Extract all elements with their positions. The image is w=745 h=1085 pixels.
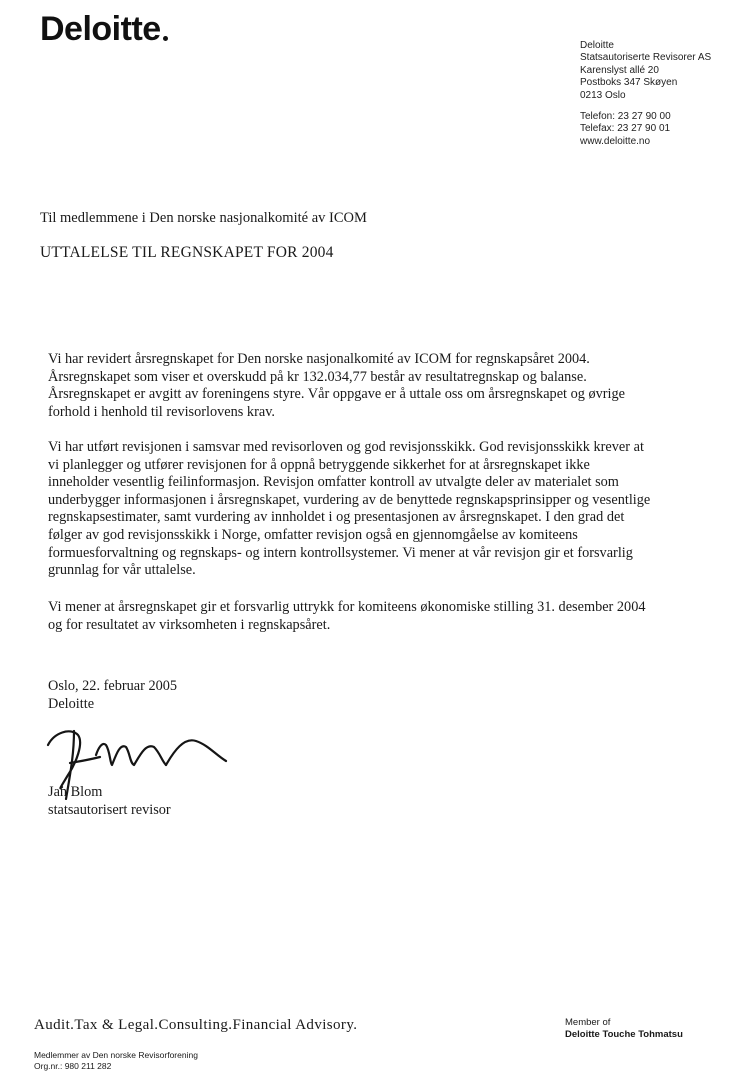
paragraph-line: Vi har utført revisjonen i samsvar med revisorloven og god revisjonsskikk. God revisjonsskikk krever at [48, 439, 644, 455]
logo-text: Deloitte [40, 10, 161, 48]
paragraph-2 [48, 439, 718, 580]
paragraph-line: Årsregnskapet er avgitt av foreningens styre. Vår oppgave er å uttale oss om årsregnskapet og øvrige [48, 386, 625, 403]
association-text: Medlemmer av Den norske Revisorforening [34, 1050, 198, 1060]
org-number: Org.nr.: 980 211 282 [34, 1060, 112, 1071]
address-street: Karenslyst allé 20 [580, 64, 659, 76]
paragraph-line: og for resultatet av virksomheten i regnskapsåret. [48, 616, 331, 633]
paragraph-line: Vi mener at årsregnskapet gir et forsvarlig uttrykk for komiteens økonomiske stilling 31. desember 2004 [48, 599, 646, 615]
paragraph-line: Årsregnskapet som viser et overskudd på kr 132.034,77 består av resultatregnskap og balanse. [48, 368, 587, 385]
paragraph-line: inneholder vesentlig feilinformasjon. Revisjon omfatter kontroll av utvalgte deler av materialet som [48, 474, 619, 491]
letter-recipient: Til medlemmene i Den norske nasjonalkomité av ICOM [40, 210, 367, 226]
signer-name: Jan Blom [48, 784, 103, 800]
address-legal-name: Statsautoriserte Revisorer AS [580, 52, 712, 64]
address-web: www.deloitte.no [580, 135, 651, 147]
paragraph-line: underbygger informasjonen i årsregnskapet, vurdering av de benyttede regnskapsprinsipper og vesentlige [48, 491, 651, 508]
company-logo [40, 10, 168, 49]
place-date: Oslo, 22. februar 2005 [48, 678, 178, 694]
address-postbox: Postboks 347 Skøyen [580, 77, 678, 89]
paragraph-line: følger av god revisjonsskikk i Norge, omfatter revisjon også en gjennomgåelse av komiteens [48, 526, 578, 543]
paragraph-line: Vi har revidert årsregnskapet for Den norske nasjonalkomité av ICOM for regnskapsåret 2004. [48, 351, 590, 367]
paragraph-line: regnskapsestimater, samt vurdering av innholdet i og presentasjonen av årsregnskapet. I den grad det [48, 509, 625, 526]
signer-title: statsautorisert revisor [48, 802, 171, 818]
sender-address-block [580, 40, 740, 148]
address-company: Deloitte [580, 40, 614, 51]
paragraph-3 [48, 599, 718, 634]
footer-membership [565, 1017, 683, 1040]
paragraph-line: forhold i henhold til revisorlovens krav. [48, 403, 275, 420]
paragraph-line: vi planlegger og utfører revisjonen for å oppnå betryggende sikkerhet for at årsregnskapet ikke [48, 456, 590, 473]
signer-block [48, 783, 171, 819]
address-spacer [580, 102, 740, 111]
closing-firm: Deloitte [48, 696, 95, 712]
member-organization: Deloitte Touche Tohmatsu [565, 1028, 683, 1040]
footer-services: Audit.Tax & Legal.Consulting.Financial Advisory. [34, 1017, 358, 1033]
letter-title: UTTALELSE TIL REGNSKAPET FOR 2004 [40, 244, 334, 261]
address-fax: Telefax: 23 27 90 01 [580, 123, 671, 135]
paragraph-line: grunnlag for vår uttalelse. [48, 562, 196, 579]
footer-association [34, 1050, 198, 1071]
address-postcode-city: 0213 Oslo [580, 89, 626, 101]
paragraph-line: formuesforvaltning og regnskaps- og intern kontrollsystemer. Vi mener at vår revisjon gir et forsvarlig [48, 544, 633, 561]
paragraph-1 [48, 351, 718, 421]
member-of-label: Member of [565, 1017, 611, 1028]
address-phone: Telefon: 23 27 90 00 [580, 111, 671, 123]
logo-dot [163, 36, 168, 41]
closing-block [48, 677, 177, 713]
